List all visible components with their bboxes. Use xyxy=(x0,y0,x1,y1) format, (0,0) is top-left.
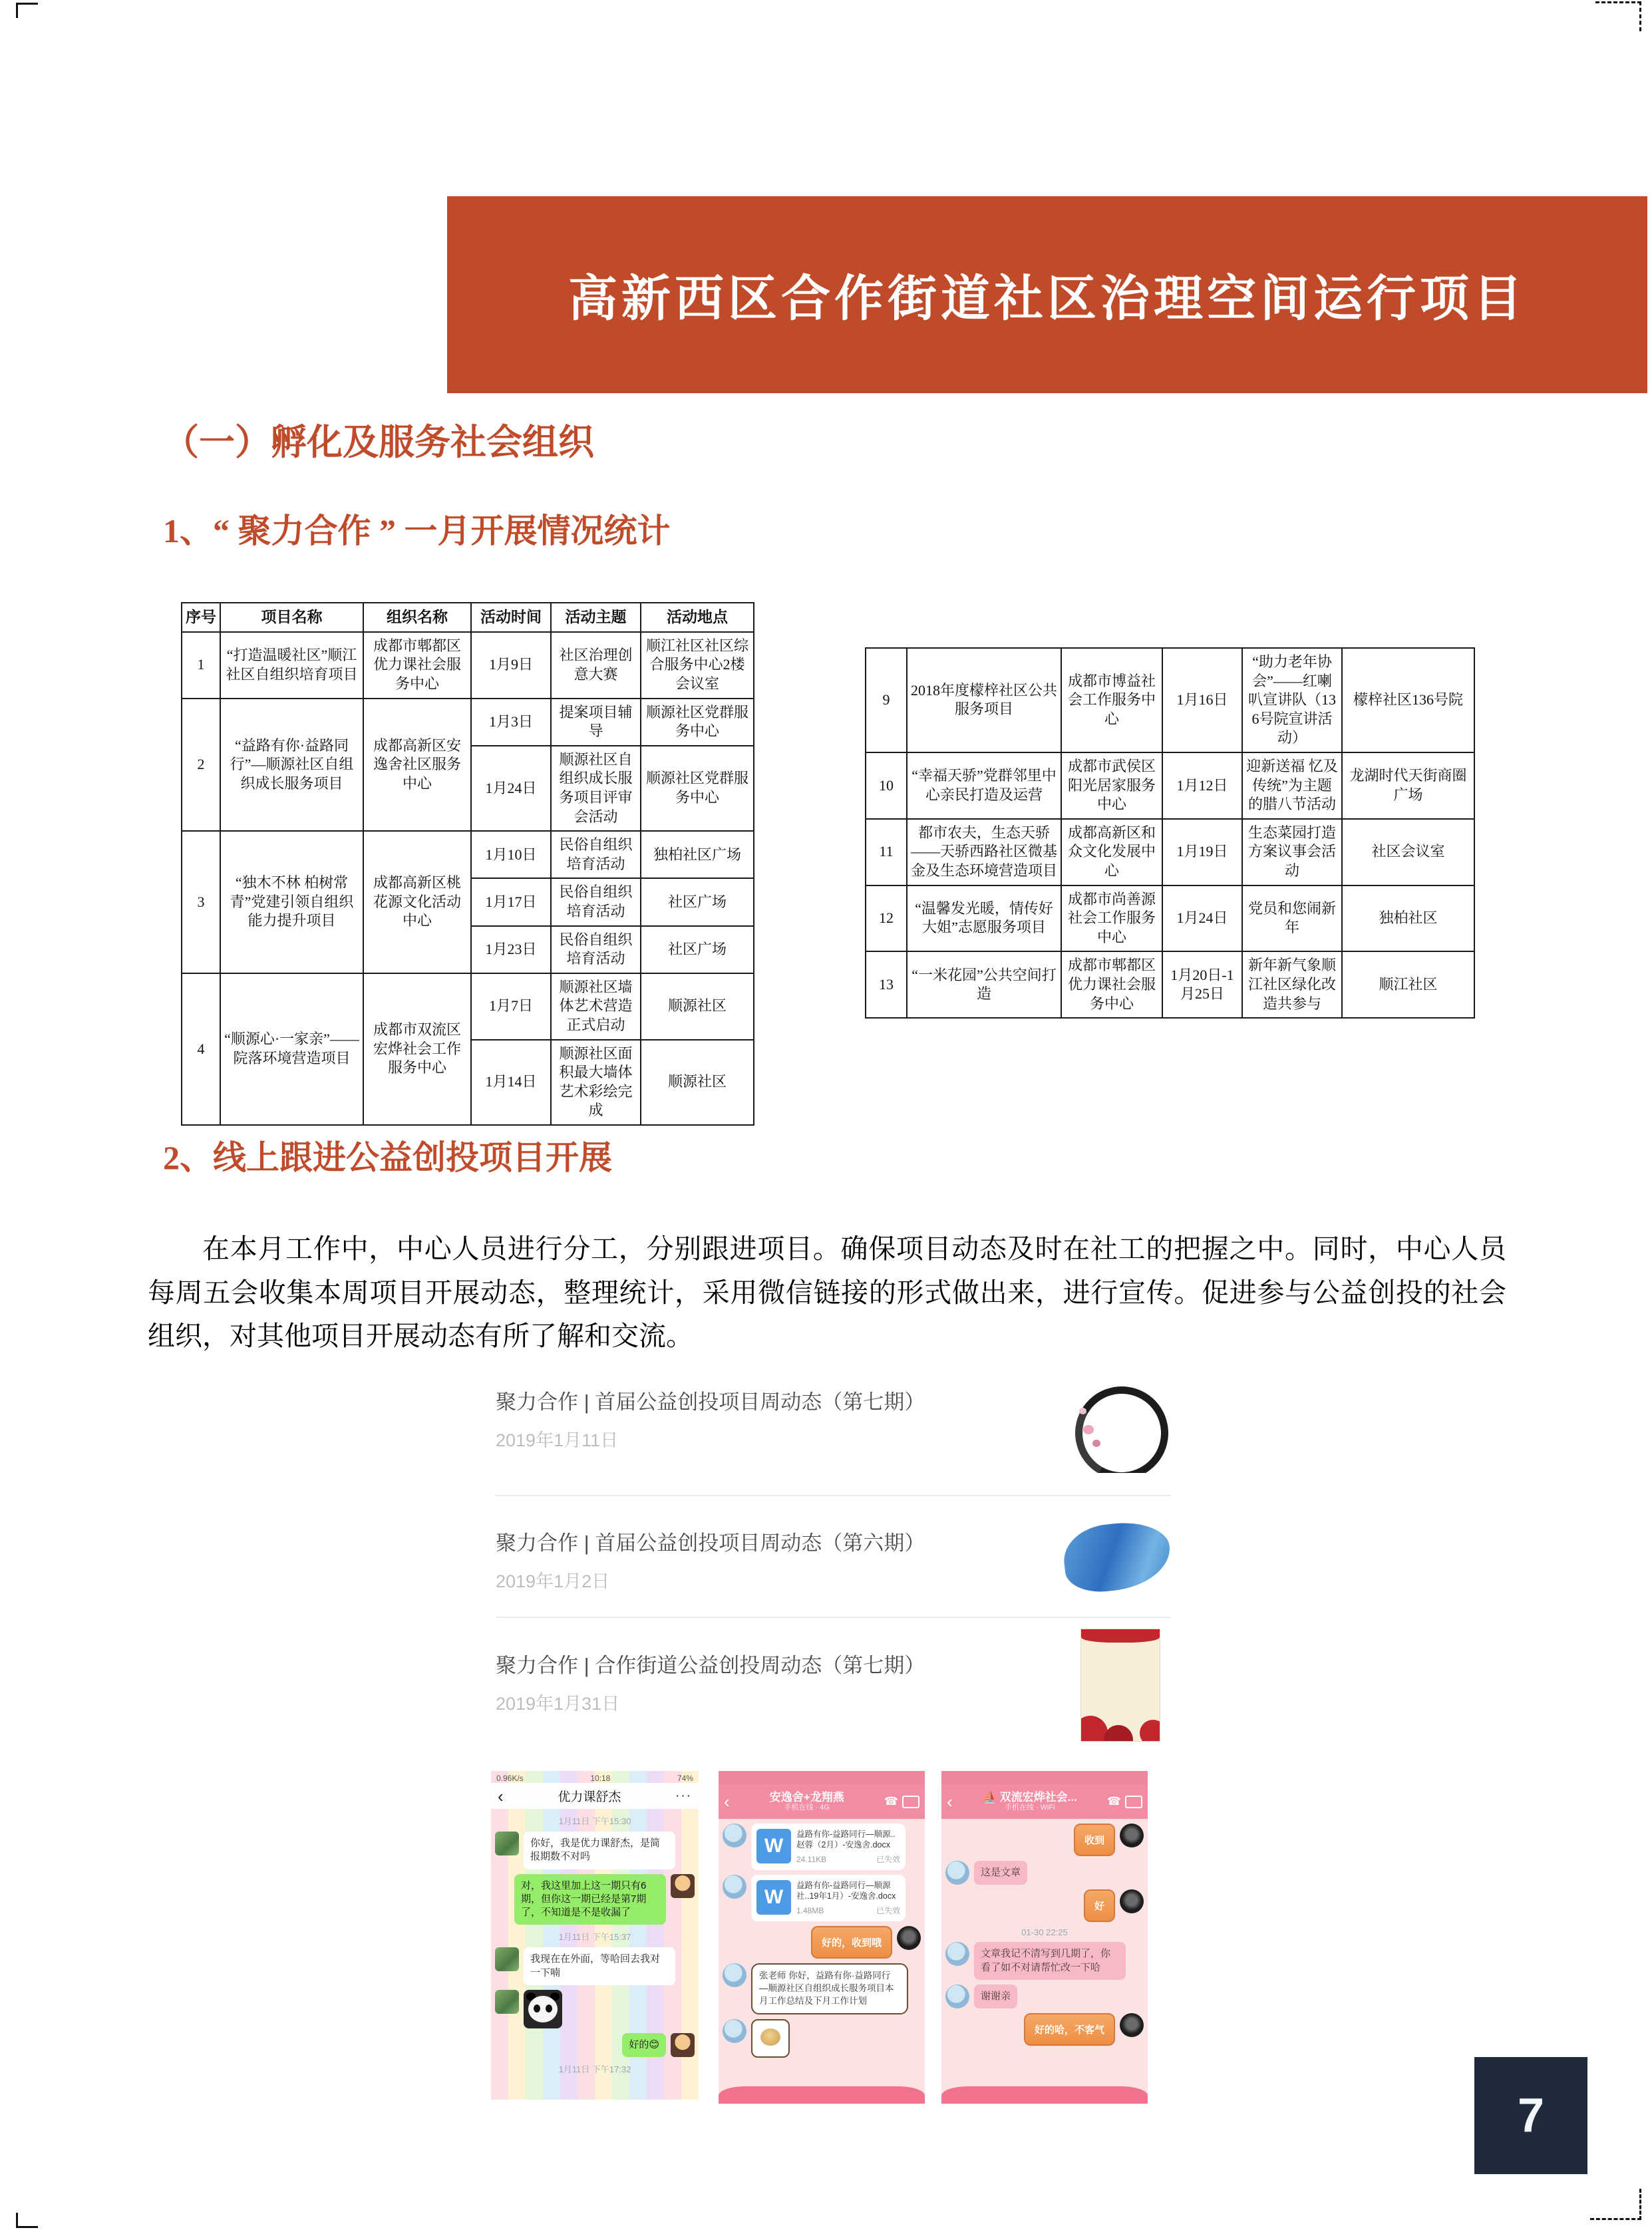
battery-level: 74% xyxy=(677,1774,693,1783)
panda-face-shape xyxy=(528,1996,558,2022)
cell-no: 2 xyxy=(182,699,220,832)
page-number-box xyxy=(1474,2057,1587,2174)
incoming-message xyxy=(495,1947,695,1985)
paint-splash-shape xyxy=(1061,1520,1174,1595)
article-date: 2019年1月11日 xyxy=(496,1430,619,1450)
avatar xyxy=(945,1861,969,1885)
chat-nav-bar xyxy=(491,1783,699,1809)
col-header: 活动时间 xyxy=(471,603,551,632)
list-divider xyxy=(496,1617,1171,1618)
panda-eye-shape xyxy=(546,2004,552,2012)
table-row xyxy=(182,699,754,746)
article-date: 2019年1月31日 xyxy=(496,1694,620,1714)
cell-org: 成都高新区和众文化发展中心 xyxy=(1061,819,1162,885)
cell-project: “幸福天骄”党群邻里中心亲民打造及运营 xyxy=(907,752,1061,819)
cell-no: 1 xyxy=(182,632,220,699)
blossom-shape xyxy=(1092,1440,1100,1447)
message-bubble: 我现在在外面，等哈回去我对一下喃 xyxy=(524,1947,675,1985)
cell-theme: 提案项目辅导 xyxy=(551,699,641,746)
table-row xyxy=(866,752,1474,819)
avatar xyxy=(1120,2013,1144,2037)
section-1-subheading: 1、“ 聚力合作 ” 一月开展情况统计 xyxy=(163,512,671,550)
incoming-file-message xyxy=(723,1875,921,1921)
cell-place: 独柏社区 xyxy=(1342,885,1474,952)
chat-title: ⛵ 双流宏烨社会... xyxy=(982,1790,1077,1804)
crop-mark-top-left xyxy=(16,3,38,18)
back-icon: ‹ xyxy=(498,1786,504,1806)
chat-timestamp: 01-30 22:25 xyxy=(1021,1927,1068,1938)
file-meta xyxy=(796,1829,900,1865)
incoming-message xyxy=(945,1942,1144,1980)
outgoing-sticker-message xyxy=(945,2013,1144,2046)
avatar xyxy=(723,1963,746,1987)
word-file-icon: W xyxy=(756,1880,791,1915)
status-bar xyxy=(491,1771,699,1783)
sticker-bubble: 好的，收到哦 xyxy=(811,1926,892,1959)
cell-no: 13 xyxy=(866,951,907,1018)
cell-theme: 生态菜园打造方案议事会活动 xyxy=(1242,819,1342,885)
avatar xyxy=(671,2033,695,2057)
table-row xyxy=(866,819,1474,885)
flower-shape xyxy=(1140,1720,1160,1742)
chat-timestamp: 1月11日 下午15:30 xyxy=(558,1816,631,1826)
status-bar xyxy=(719,1771,925,1784)
cell-time: 1月24日 xyxy=(471,746,551,831)
cell-no: 12 xyxy=(866,885,907,952)
cell-place: 独柏社区广场 xyxy=(641,831,754,878)
cell-theme: “助力老年协会”——红喇叭宣讲队（136号院宣讲活动） xyxy=(1242,648,1342,752)
file-size: 24.11KB xyxy=(796,1854,827,1864)
cell-theme: 民俗自组织培育活动 xyxy=(551,878,641,925)
incoming-sticker xyxy=(495,1990,695,2028)
avatar xyxy=(495,1832,519,1855)
crop-mark-bottom-left xyxy=(16,2213,38,2228)
avatar xyxy=(495,1990,519,2014)
cell-place: 檬梓社区136号院 xyxy=(1342,648,1474,752)
col-header: 组织名称 xyxy=(363,603,471,632)
status-bar xyxy=(941,1771,1148,1784)
file-card xyxy=(751,1824,906,1870)
article-thumbnail-red-card xyxy=(1080,1629,1160,1742)
incoming-message xyxy=(495,1832,695,1869)
file-name: 益路有你-益路同行—顺源..赵蓉（2月）-安逸舍.docx xyxy=(796,1830,896,1850)
avatar xyxy=(897,1926,921,1950)
cell-time: 1月14日 xyxy=(471,1040,551,1125)
cell-time: 1月9日 xyxy=(471,632,551,699)
incoming-file-message xyxy=(723,1824,921,1870)
phone-screenshot-qq-1 xyxy=(719,1771,925,2104)
activity-table-right xyxy=(865,647,1475,1019)
table-row xyxy=(866,951,1474,1018)
cell-theme: 党员和您闹新年 xyxy=(1242,885,1342,952)
cell-place: 顺江社区社区综合服务中心2楼会议室 xyxy=(641,632,754,699)
back-icon: ‹ xyxy=(947,1791,953,1812)
incoming-message xyxy=(945,1861,1144,1885)
cell-theme: 新年新气象顺江社区绿化改造共参与 xyxy=(1242,951,1342,1018)
article-thumbnail-blue-splash xyxy=(1061,1520,1176,1598)
cell-org: 成都市郫都区优力课社会服务中心 xyxy=(363,632,471,699)
avatar xyxy=(723,1875,746,1899)
cell-time: 1月19日 xyxy=(1162,819,1242,885)
cell-place: 顺源社区党群服务中心 xyxy=(641,699,754,746)
cell-project: “一米花园”公共空间打造 xyxy=(907,951,1061,1018)
cell-place: 顺源社区 xyxy=(641,1040,754,1125)
cell-place: 龙湖时代天街商圈广场 xyxy=(1342,752,1474,819)
section-2-paragraph: 在本月工作中，中心人员进行分工，分别跟进项目。确保项目动态及时在社工的把握之中。同时，中心人员每周五会收集本周项目开展动态，整理统计，采用微信链接的形式做出来，进行宣传。促进参与公益创投的社会组织，对其他项目开展动态有所了解和交流。 xyxy=(148,1233,1506,1352)
chat-subtitle: 手机在线 · WiFi xyxy=(1004,1804,1055,1812)
cell-org: 成都市尚善源社会工作服务中心 xyxy=(1061,885,1162,952)
article-thumbnail-ink-circle xyxy=(1070,1385,1168,1473)
avatar xyxy=(1120,1824,1144,1847)
hamster-shape xyxy=(760,2028,780,2046)
section-2-heading: 2、线上跟进公益创投项目开展 xyxy=(163,1139,612,1176)
table-row xyxy=(182,831,754,878)
file-size: 1.48MB xyxy=(796,1905,824,1915)
cell-place: 社区会议室 xyxy=(1342,819,1474,885)
table-row xyxy=(866,885,1474,952)
back-icon: ‹ xyxy=(724,1791,730,1812)
chat-title: 优力课舒杰 xyxy=(558,1790,621,1804)
cell-place: 社区广场 xyxy=(641,878,754,925)
cell-org: 成都高新区安逸舍社区服务中心 xyxy=(363,699,471,832)
cell-project: “顺源心·一家亲”——院落环境营造项目 xyxy=(220,973,363,1125)
outgoing-sticker-message xyxy=(945,1889,1144,1922)
cell-time: 1月10日 xyxy=(471,831,551,878)
panda-sticker xyxy=(524,1990,562,2028)
incoming-sticker xyxy=(723,2019,921,2058)
cell-place: 社区广场 xyxy=(641,926,754,973)
cell-project: 都市农夫，生态天骄——天骄西路社区微基金及生态环境营造项目 xyxy=(907,819,1061,885)
table-row xyxy=(182,632,754,699)
article-title: 聚力合作 | 首届公益创投项目周动态（第六期） xyxy=(496,1531,925,1555)
file-status: 已失效 xyxy=(876,1854,900,1864)
cell-time: 1月17日 xyxy=(471,878,551,925)
cell-org: 成都市武侯区阳光居家服务中心 xyxy=(1061,752,1162,819)
message-bubble: 这是文章 xyxy=(974,1861,1027,1885)
chat-title: 安逸舍+龙翔燕 xyxy=(769,1790,844,1804)
phone-screenshot-qq-2 xyxy=(941,1771,1148,2104)
outgoing-sticker-message xyxy=(723,1926,921,1959)
cell-org: 成都市双流区宏烨社会工作服务中心 xyxy=(363,973,471,1125)
cell-no: 3 xyxy=(182,831,220,973)
avatar xyxy=(671,1874,695,1898)
cell-org: 成都市博益社会工作服务中心 xyxy=(1061,648,1162,752)
message-bubble: 好的😊 xyxy=(622,2033,666,2057)
cell-theme: 顺源社区墙体艺术营造正式启动 xyxy=(551,973,641,1040)
group-icon xyxy=(902,1796,919,1808)
avatar xyxy=(723,2019,746,2043)
file-name: 益路有你-益路同行—顺源社..19年1月）-安逸舍.docx xyxy=(796,1881,896,1901)
sticker-bubble: 好的哈，不客气 xyxy=(1024,2013,1115,2046)
flower-shape xyxy=(1104,1725,1133,1742)
cell-project: “益路有你·益路同行”—顺源社区自组织成长服务项目 xyxy=(220,699,363,832)
cell-time: 1月23日 xyxy=(471,926,551,973)
message-bubble: 谢谢亲 xyxy=(974,1985,1017,2008)
cell-theme: 迎新送福 忆及传统”为主题的腊八节活动 xyxy=(1242,752,1342,819)
col-header: 序号 xyxy=(182,603,220,632)
cell-time: 1月12日 xyxy=(1162,752,1242,819)
avatar xyxy=(723,1824,746,1847)
cell-time: 1月24日 xyxy=(1162,885,1242,952)
avatar xyxy=(1120,1889,1144,1913)
outgoing-sticker-message xyxy=(945,1824,1144,1856)
message-bubble: 张老师 你好，益路有你·益路同行 —顺源社区自组织成长服务项目本月工作总结及下月工作计划 xyxy=(751,1963,908,2014)
article-title: 聚力合作 | 首届公益创投项目周动态（第七期） xyxy=(496,1390,925,1414)
chat-footer-bar xyxy=(719,2086,925,2104)
file-card xyxy=(751,1875,906,1921)
cell-no: 4 xyxy=(182,973,220,1125)
chat-nav-bar xyxy=(719,1784,925,1819)
cell-theme: 顺源社区面积最大墙体艺术彩绘完成 xyxy=(551,1040,641,1125)
group-icon xyxy=(1125,1796,1142,1808)
cell-no: 11 xyxy=(866,819,907,885)
title-banner xyxy=(447,196,1647,393)
page-number: 7 xyxy=(1517,2089,1545,2142)
outgoing-message xyxy=(495,1874,695,1925)
table-header-row xyxy=(182,603,754,632)
cell-place: 顺江社区 xyxy=(1342,951,1474,1018)
message-bubble: 文章我记不清写到几期了，你看了如不对请帮忙改一下哈 xyxy=(974,1942,1126,1980)
file-status: 已失效 xyxy=(876,1905,900,1915)
chat-footer-bar xyxy=(941,2086,1148,2104)
activity-table-left xyxy=(181,602,754,1126)
clock: 10:18 xyxy=(590,1774,611,1783)
page-title: 高新西区合作街道社区治理空间运行项目 xyxy=(568,272,1526,327)
panda-eye-shape xyxy=(534,2004,540,2012)
sticker-bubble: 好 xyxy=(1084,1889,1115,1922)
cell-place: 顺源社区 xyxy=(641,973,754,1040)
article-date: 2019年1月2日 xyxy=(496,1571,610,1591)
sticker-bubble: 收到 xyxy=(1074,1824,1115,1856)
cell-no: 10 xyxy=(866,752,907,819)
chat-timestamp: 1月11日 下午15:37 xyxy=(558,1932,631,1943)
cell-no: 9 xyxy=(866,648,907,752)
cell-theme: 顺源社区自组织成长服务项目评审会活动 xyxy=(551,746,641,831)
chat-timestamp: 1月11日 下午17:32 xyxy=(558,2064,631,2074)
table-row xyxy=(182,973,754,1040)
chat-nav-bar xyxy=(941,1784,1148,1819)
network-speed: 0.96K/s xyxy=(496,1774,524,1783)
cell-place: 顺源社区党群服务中心 xyxy=(641,746,754,831)
chat-subtitle: 手机在线 · 4G xyxy=(784,1804,830,1812)
incoming-message xyxy=(723,1963,921,2014)
more-icon: ··· xyxy=(675,1788,692,1803)
cell-project: “温馨发光暖，情传好大姐”志愿服务项目 xyxy=(907,885,1061,952)
cell-theme: 民俗自组织培育活动 xyxy=(551,926,641,973)
crop-mark-top-right xyxy=(1595,1,1641,31)
cell-time: 1月3日 xyxy=(471,699,551,746)
cell-project: 2018年度檬梓社区公共服务项目 xyxy=(907,648,1061,752)
blossom-shape xyxy=(1083,1425,1094,1434)
col-header: 活动主题 xyxy=(551,603,641,632)
message-bubble: 对，我这里加上这一期只有6期，但你这一期已经是第7期了，不知道是不是收漏了 xyxy=(514,1874,666,1925)
call-icon: ☎ xyxy=(884,1795,898,1808)
cell-org: 成都市郫都区优力课社会服务中心 xyxy=(1061,951,1162,1018)
cell-theme: 民俗自组织培育活动 xyxy=(551,831,641,878)
incoming-message xyxy=(945,1985,1144,2008)
outgoing-message xyxy=(495,2033,695,2057)
section-1-heading: （一）孵化及服务社会组织 xyxy=(163,422,594,462)
blossom-shape xyxy=(1079,1408,1086,1414)
file-meta xyxy=(796,1880,900,1916)
list-divider xyxy=(496,1495,1171,1496)
red-banner-shape xyxy=(1081,1629,1160,1643)
phone-screenshot-wechat xyxy=(491,1771,699,2100)
col-header: 项目名称 xyxy=(220,603,363,632)
call-icon: ☎ xyxy=(1106,1795,1121,1808)
word-file-icon: W xyxy=(756,1829,791,1863)
cell-project: “独木不林 柏树常青”党建引领自组织能力提升项目 xyxy=(220,831,363,973)
crop-mark-bottom-right xyxy=(1590,2189,1641,2220)
cell-time: 1月16日 xyxy=(1162,648,1242,752)
message-bubble: 你好，我是优力课舒杰，是简报期数不对吗 xyxy=(524,1832,675,1869)
hamster-sticker xyxy=(751,2019,790,2058)
cell-project: “打造温暖社区”顺江社区自组织培育项目 xyxy=(220,632,363,699)
chat-title-block xyxy=(734,1792,880,1812)
avatar xyxy=(945,1985,969,2008)
avatar xyxy=(495,1947,519,1971)
cell-theme: 社区治理创意大赛 xyxy=(551,632,641,699)
avatar xyxy=(945,1942,969,1966)
cell-time: 1月20日-1月25日 xyxy=(1162,951,1242,1018)
cell-time: 1月7日 xyxy=(471,973,551,1040)
cell-org: 成都高新区桃花源文化活动中心 xyxy=(363,831,471,973)
table-row xyxy=(866,648,1474,752)
chat-title-block xyxy=(957,1792,1103,1812)
article-title: 聚力合作 | 合作街道公益创投周动态（第七期） xyxy=(496,1654,925,1677)
col-header: 活动地点 xyxy=(641,603,754,632)
